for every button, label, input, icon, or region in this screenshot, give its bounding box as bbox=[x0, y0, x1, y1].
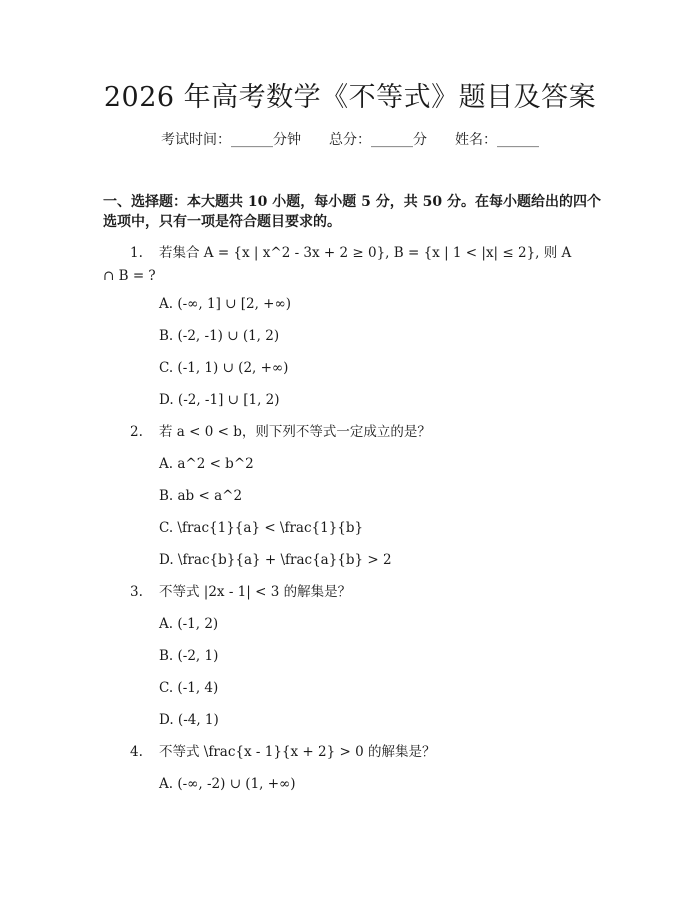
question-number: 3. bbox=[130, 584, 143, 600]
question-number: 2. bbox=[130, 424, 143, 440]
exam-info-line bbox=[0, 130, 700, 150]
option-c: C. (-1, 4) bbox=[159, 680, 219, 696]
question-text: 若 a < 0 < b，则下列不等式一定成立的是？ bbox=[159, 424, 431, 440]
option-d: D. (-4, 1) bbox=[159, 712, 219, 728]
total-score-field: 总分：______分 bbox=[329, 132, 427, 148]
section-heading: 一、选择题：本大题共 10 小题，每小题 5 分，共 50 分。在每小题给出的四个选项中，只有一项是符合题目要求的。 bbox=[103, 194, 601, 230]
option-b: B. ab < a^2 bbox=[159, 488, 243, 504]
page-title: 2026 年高考数学《不等式》题目及答案 bbox=[103, 82, 597, 113]
question-text-continued: ∩ B = ? bbox=[103, 268, 156, 284]
question-text: 若集合 A = {x | x^2 - 3x + 2 ≥ 0}, B = {x | 1 < |x| ≤ 2}, 则 A bbox=[159, 245, 572, 261]
option-b: B. (-2, 1) bbox=[159, 648, 219, 664]
option-a: A. a^2 < b^2 bbox=[159, 456, 254, 472]
student-name-field: 姓名：______ bbox=[455, 132, 539, 148]
question-number: 1. bbox=[130, 245, 143, 261]
option-b: B. (-2, -1) ∪ (1, 2) bbox=[159, 328, 280, 344]
option-d: D. \frac{b}{a} + \frac{a}{b} > 2 bbox=[159, 552, 392, 568]
option-a: A. (-∞, 1] ∪ [2, +∞) bbox=[159, 296, 292, 312]
question-number: 4. bbox=[130, 744, 143, 760]
option-c: C. \frac{1}{a} < \frac{1}{b} bbox=[159, 520, 364, 536]
option-a: A. (-∞, -2) ∪ (1, +∞) bbox=[159, 776, 296, 792]
option-d: D. (-2, -1] ∪ [1, 2) bbox=[159, 392, 280, 408]
option-a: A. (-1, 2) bbox=[159, 616, 219, 632]
option-c: C. (-1, 1) ∪ (2, +∞) bbox=[159, 360, 289, 376]
question-text: 不等式 \frac{x - 1}{x + 2} > 0 的解集是？ bbox=[159, 744, 436, 760]
question-text: 不等式 |2x - 1| < 3 的解集是？ bbox=[159, 584, 352, 600]
exam-time-field: 考试时间：______分钟 bbox=[161, 132, 301, 148]
